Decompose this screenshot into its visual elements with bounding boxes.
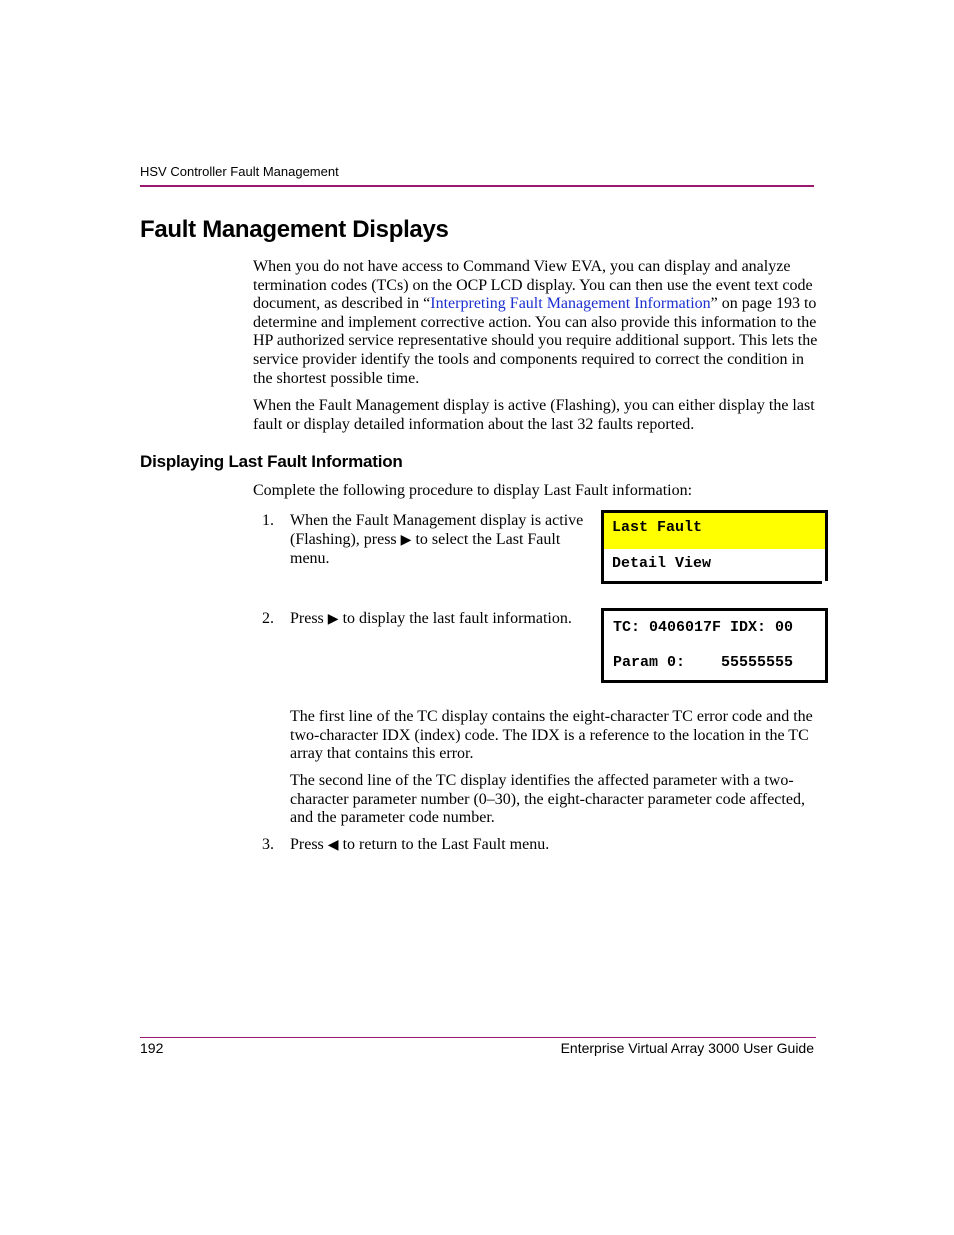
step-1-text [290,512,595,569]
page-number: 192 [140,1040,164,1056]
step-3-text [290,836,690,856]
step-text: to return to the Last Fault menu. [338,836,550,853]
header-rule [140,185,814,187]
lcd-line-2: Detail View [612,555,712,572]
left-triangle-icon: ◀ [327,838,339,853]
lcd-highlight-row [604,513,825,549]
step-text: to display the last fault information. [338,610,572,627]
paragraph-text: ” on page 193 to determine and implement corrective action. You can also provide this information to the HP authorized service representative should you require additional support. This lets the service provider identify the tools and components required to correct the condition in the shortest possible time. [253,295,818,387]
step-number: 1. [262,512,274,529]
step-text: Press [290,610,328,627]
lcd-tc-display [601,608,828,683]
step-text: to select the Last Fault menu. [290,530,561,568]
step-text: Press [290,836,328,853]
step-number: 2. [262,610,274,627]
step-2-text [290,610,600,630]
procedure-intro: Complete the following procedure to display Last Fault information: [253,482,693,499]
step-number: 3. [262,836,274,853]
cross-reference-link[interactable]: Interpreting Fault Management Information [430,295,711,313]
subsection-title: Displaying Last Fault Information [140,452,403,471]
paragraph-text: When you do not have access to Command View EVA, you can display and analyze termination codes (TCs) on the OCP LCD display. You can then use the event text code document, as described in “ [253,258,813,313]
section-paragraph-2: When the Fault Management display is active (Flashing), you can either display the last fault or display detailed information about the last 32 faults reported. [253,397,815,433]
lcd-tc-line-1: TC: 0406017F IDX: 00 [613,619,794,636]
right-triangle-icon: ▶ [327,612,339,627]
right-triangle-icon: ▶ [400,532,412,548]
lcd-menu-display [601,510,828,584]
lcd-line-1: Last Fault [612,519,703,536]
running-head: HSV Controller Fault Management [140,164,339,179]
footer-rule [140,1037,816,1038]
step-text: When the Fault Management display is active (Flashing), press [290,512,584,548]
section-paragraph-1 [253,258,818,388]
book-title: Enterprise Virtual Array 3000 User Guide [560,1040,814,1056]
tc-explanation-2: The second line of the TC display identifies the affected parameter with a two-character parameter number (0–30), the eight-character parameter code affected, and the parameter code number. [290,772,805,827]
lcd-tc-line-2: Param 0: 55555555 [613,654,794,671]
tc-explanation-1: The first line of the TC display contains the eight-character TC error code and the two-character IDX (index) code. The IDX is a reference to the location in the TC array that contains this error. [290,708,813,763]
lcd-corner-notch [822,581,828,584]
section-title: Fault Management Displays [140,216,449,243]
